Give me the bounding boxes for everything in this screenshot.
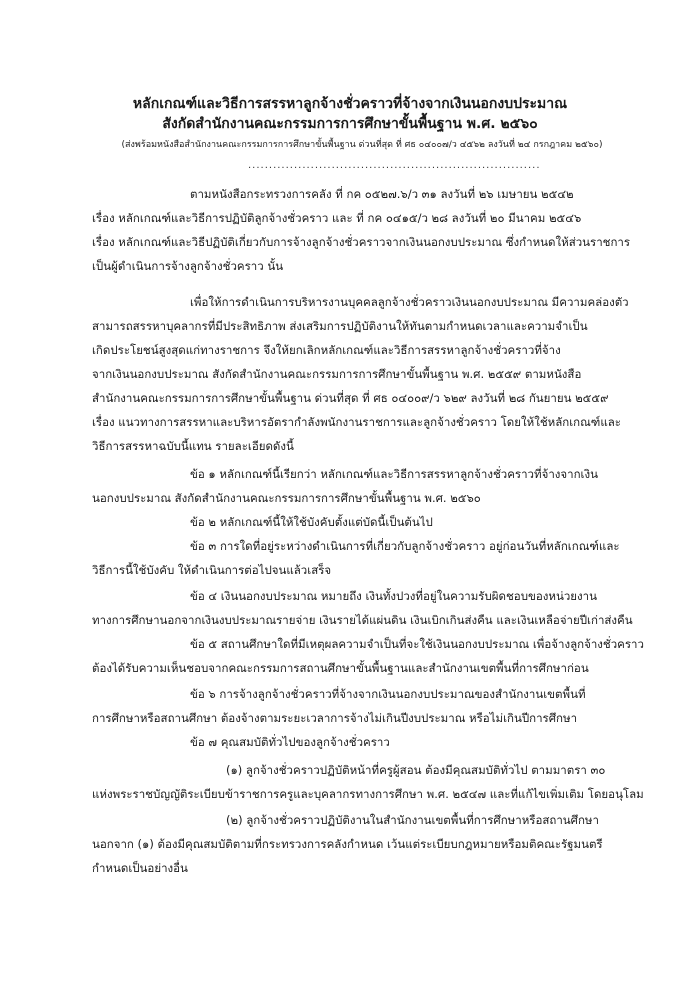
- clause-3-line: ข้อ ๓ การใดที่อยู่ระหว่างดำเนินการที่เกี่ยวกับลูกจ้างชั่วคราว อยู่ก่อนวันที่หลักเกณฑ์และ: [190, 539, 620, 553]
- body-line: เรื่อง หลักเกณฑ์และวิธีปฏิบัติเกี่ยวกับการจ้างลูกจ้างชั่วคราวจากเงินนอกงบประมาณ ซึ่งกำหนดให้ส่วนราชการ: [92, 235, 631, 249]
- clause-7-item-2-line: กำหนดเป็นอย่างอื่น: [92, 861, 188, 875]
- body-line: เกิดประโยชน์สูงสุดแก่ทางราชการ จึงให้ยกเลิกหลักเกณฑ์และวิธีการสรรหาลูกจ้างชั่วคราวที่จ้าง: [92, 343, 561, 357]
- clause-1-line: ข้อ ๑ หลักเกณฑ์นี้เรียกว่า หลักเกณฑ์และวิธีการสรรหาลูกจ้างชั่วคราวที่จ้างจากเงิน: [190, 467, 598, 481]
- clause-7-item-1-line: (๑) ลูกจ้างชั่วคราวปฏิบัติหน้าที่ครูผู้สอน ต้องมีคุณสมบัติทั่วไป ตามมาตรา ๓๐: [226, 763, 606, 777]
- body-line: เรื่อง หลักเกณฑ์และวิธีการปฏิบัติลูกจ้างชั่วคราว และ ที่ กค ๐๔๑๕/ว ๒๘ ลงวันที่ ๒๐ มีนาคม ๒๕๔๖: [92, 211, 582, 225]
- clause-7-item-2-line: (๒) ลูกจ้างชั่วคราวปฏิบัติงานในสำนักงานเขตพื้นที่การศึกษาหรือสถานศึกษา: [226, 813, 599, 827]
- clause-6-line: การศึกษาหรือสถานศึกษา ต้องจ้างตามระยะเวลาการจ้างไม่เกินปีงบประมาณ หรือไม่เกินปีการศึกษา: [92, 711, 578, 725]
- clause-1-line: นอกงบประมาณ สังกัดสำนักงานคณะกรรมการการศึกษาขั้นพื้นฐาน พ.ศ. ๒๕๖๐: [92, 491, 481, 505]
- body-line: ตามหนังสือกระทรวงการคลัง ที่ กค ๐๕๒๗.๖/ว ๓๑ ลงวันที่ ๒๖ เมษายน ๒๕๔๒: [190, 187, 574, 201]
- clause-5-line: ข้อ ๕ สถานศึกษาใดที่มีเหตุผลความจำเป็นที่จะใช้เงินนอกงบประมาณ เพื่อจ้างลูกจ้างชั่วคราว: [190, 637, 644, 651]
- document-title-line-2: สังกัดสำนักงานคณะกรรมการการศึกษาขั้นพื้นฐาน พ.ศ. ๒๕๖๐: [162, 116, 538, 132]
- body-line: เป็นผู้ดำเนินการจ้างลูกจ้างชั่วคราว นั้น: [92, 259, 284, 273]
- clause-5-line: ต้องได้รับความเห็นชอบจากคณะกรรมการสถานศึกษาขั้นพื้นฐานและสำนักงานเขตพื้นที่การศึกษาก่อน: [92, 661, 589, 675]
- clause-2-line: ข้อ ๒ หลักเกณฑ์นี้ให้ใช้บังคับตั้งแต่บัดนี้เป็นต้นไป: [190, 515, 433, 529]
- clause-7-item-1-line: แห่งพระราชบัญญัติระเบียบข้าราชการครูและบุคลากรทางการศึกษา พ.ศ. ๒๕๔๗ และที่แก้ไขเพิ่มเติม โดยอนุโลม: [92, 787, 644, 801]
- body-line: สามารถสรรหาบุคลากรที่มีประสิทธิภาพ ส่งเสริมการปฏิบัติงานให้ทันตามกำหนดเวลาและความจำเป็น: [92, 319, 588, 333]
- clause-6-line: ข้อ ๖ การจ้างลูกจ้างชั่วคราวที่จ้างจากเงินนอกงบประมาณของสำนักงานเขตพื้นที่: [190, 687, 586, 701]
- separator-dots: ......................................................................: [248, 160, 541, 171]
- clause-7-line: ข้อ ๗ คุณสมบัติทั่วไปของลูกจ้างชั่วคราว: [190, 735, 390, 749]
- body-line: สำนักงานคณะกรรมการการศึกษาขั้นพื้นฐาน ด่วนที่สุด ที่ ศธ ๐๔๐๐๙/ว ๖๒๙ ลงวันที่ ๒๘ กันยายน ๒๕๕๙: [92, 391, 609, 405]
- body-line: เรื่อง แนวทางการสรรหาและบริหารอัตรากำลังพนักงานราชการและลูกจ้างชั่วคราว โดยให้ใช้หลักเกณฑ์และ: [92, 415, 621, 429]
- body-line: จากเงินนอกงบประมาณ สังกัดสำนักงานคณะกรรมการการศึกษาขั้นพื้นฐาน พ.ศ. ๒๕๕๙ ตามหนังสือ: [92, 367, 582, 381]
- clause-7-item-2-line: นอกจาก (๑) ต้องมีคุณสมบัติตามที่กระทรวงการคลังกำหนด เว้นแต่ระเบียบกฎหมายหรือมติคณะรัฐมนตรี: [92, 837, 603, 851]
- clause-3-line: วิธีการนี้ใช้บังคับ ให้ดำเนินการต่อไปจนแล้วเสร็จ: [92, 563, 332, 577]
- body-line: วิธีการสรรหาฉบับนี้แทน รายละเอียดดังนี้: [92, 439, 294, 453]
- document-subtitle: (ส่งพร้อมหนังสือสำนักงานคณะกรรมการการศึกษาขั้นพื้นฐาน ด่วนที่สุด ที่ ศธ ๐๔๐๐๗/ว ๔๕๖๒ ลงวันที่ ๒๔ กรกฎาคม ๒๕๖๐): [121, 140, 603, 150]
- document-title-line-1: หลักเกณฑ์และวิธีการสรรหาลูกจ้างชั่วคราวที่จ้างจากเงินนอกงบประมาณ: [132, 96, 568, 112]
- clause-4-line: ข้อ ๔ เงินนอกงบประมาณ หมายถึง เงินทั้งปวงที่อยู่ในความรับผิดชอบของหน่วยงาน: [190, 589, 597, 603]
- body-line: เพื่อให้การดำเนินการบริหารงานบุคคลลูกจ้างชั่วคราวเงินนอกงบประมาณ มีความคล่องตัว: [190, 295, 629, 309]
- clause-4-line: ทางการศึกษานอกจากเงินงบประมาณรายจ่าย เงินรายได้แผ่นดิน เงินเบิกเกินส่งคืน และเงินเหลือจ่ายปีเก่าส่งคืน: [92, 613, 633, 627]
